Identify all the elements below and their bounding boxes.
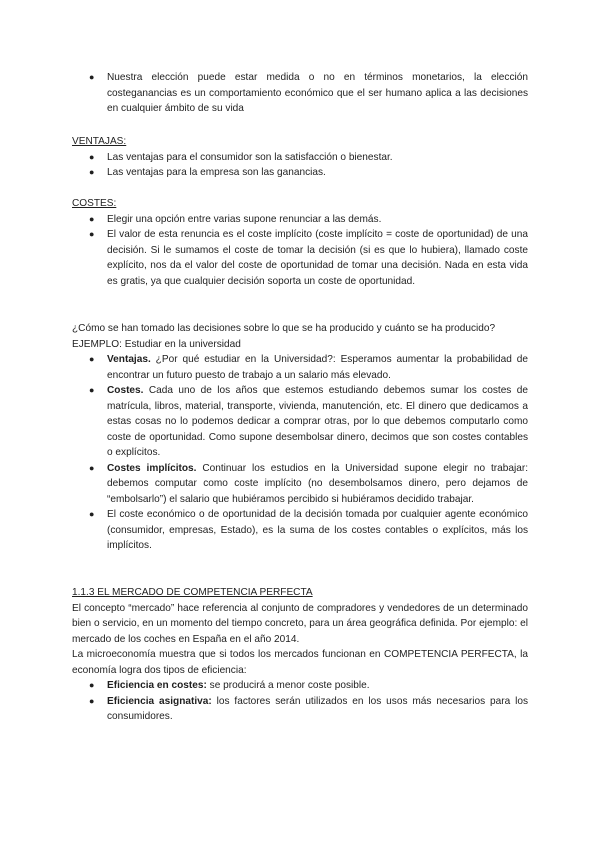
costes-section bbox=[72, 196, 528, 289]
mercado-item-text: se producirá a menor coste posible. bbox=[206, 680, 370, 691]
list-item bbox=[72, 212, 528, 228]
list-item bbox=[72, 165, 528, 181]
bullet-icon: ● bbox=[89, 213, 95, 224]
list-item bbox=[72, 150, 528, 166]
mercado-paragraph: La microeconomía muestra que si todos los mercados funcionan en COMPETENCIA PERFECTA, la economía logra dos tipos de eficiencia: bbox=[72, 649, 528, 676]
bullet-icon: ● bbox=[89, 385, 95, 395]
mercado-item-bold: Eficiencia en costes: bbox=[107, 680, 207, 691]
intro-text: Nuestra elección puede estar medida o no en términos monetarios, la elección costeganancias es un comportamiento económico que el ser humano aplica a las decisiones en cualquier ámbito de su vida bbox=[107, 72, 528, 114]
bullet-icon: ● bbox=[89, 462, 95, 473]
ejemplo-item-bold: Ventajas. bbox=[107, 354, 151, 365]
intro-section bbox=[72, 70, 528, 117]
bullet-icon: ● bbox=[89, 151, 95, 162]
ejemplo-section bbox=[72, 321, 528, 554]
mercado-section bbox=[72, 585, 528, 725]
costes-item-text: Elegir una opción entre varias supone renunciar a las demás. bbox=[107, 213, 382, 225]
ejemplo-item-text: Continuar los estudios en la Universidad supone elegir no trabajar: debemos computar como coste implícito (no desembolsamos dinero, pero dejamos de “embolsarlo”) el salario que hubiéramos percibido si hubiéramos decidido trabajar. bbox=[107, 462, 528, 505]
bullet-icon: ● bbox=[89, 680, 95, 690]
mercado-item-bold: Eficiencia asignativa: bbox=[107, 695, 212, 707]
bullet-icon: ● bbox=[89, 229, 95, 239]
mercado-item-text: los factores serán utilizados en los usos más necesarios para los consumidores. bbox=[107, 695, 528, 722]
ejemplo-item-text: Cada uno de los años que estemos estudiando debemos sumar los costes de matrícula, libros, material, transporte, vivienda, manutención, etc. El dinero que dedicamos a estas cosas no lo podemos dedicar a comprar otras, por lo que debemos computarlo como coste de oportunidad. Como supone desembolsar dinero, decimos que son costes contables o explícitos. bbox=[107, 385, 528, 458]
bullet-icon: ● bbox=[89, 509, 95, 519]
bullet-icon: ● bbox=[89, 354, 95, 364]
costes-heading: COSTES: bbox=[72, 198, 117, 209]
ventajas-section bbox=[72, 134, 528, 181]
ventajas-item-text: Las ventajas para la empresa son las ganancias. bbox=[107, 167, 326, 178]
list-item bbox=[72, 678, 528, 694]
list-item bbox=[72, 227, 528, 289]
bullet-icon: ● bbox=[89, 167, 95, 177]
ejemplo-label: EJEMPLO: Estudiar en la universidad bbox=[72, 338, 241, 350]
bullet-icon: ● bbox=[89, 695, 95, 706]
list-item bbox=[72, 507, 528, 554]
ejemplo-item-bold: Costes implícitos. bbox=[107, 462, 197, 474]
list-item bbox=[72, 383, 528, 461]
mercado-paragraph: El concepto “mercado” hace referencia al conjunto de compradores y vendedores de un determinado bien o servicio, en un momento del tiempo concreto, para un área geográfica definida. Por ejemplo: el mercado de los coches en España en el año 2014. bbox=[72, 602, 528, 645]
ejemplo-item-text: ¿Por qué estudiar en la Universidad?: Esperamos aumentar la probabilidad de encontrar un futuro puesto de trabajo a un salario más elevado. bbox=[107, 354, 528, 381]
ejemplo-item-bold: Costes. bbox=[107, 385, 144, 396]
mercado-heading: 1.1.3 EL MERCADO DE COMPETENCIA PERFECTA bbox=[72, 587, 313, 598]
question-text: ¿Cómo se han tomado las decisiones sobre lo que se ha producido y cuánto se ha producido? bbox=[72, 323, 496, 334]
list-item bbox=[72, 352, 528, 383]
list-item bbox=[72, 70, 528, 117]
costes-item-text: El valor de esta renuncia es el coste implícito (coste implícito = coste de oportunidad) de una decisión. Si le sumamos el coste de tomar la decisión (si es que lo hubiera), llamado coste explícito, nos da el valor del coste de oportunidad de tomar una decisión. Nada en esta vida es gratis, ya que cualquier decisión soporta un coste de oportunidad. bbox=[107, 229, 528, 287]
ejemplo-item-text: El coste económico o de oportunidad de la decisión tomada por cualquier agente económico (consumidor, empresas, Estado), es la suma de los costes contables o explícitos, más los implícitos. bbox=[107, 509, 528, 551]
ventajas-item-text: Las ventajas para el consumidor son la satisfacción o bienestar. bbox=[107, 151, 393, 163]
ventajas-heading: VENTAJAS: bbox=[72, 136, 127, 147]
bullet-icon: ● bbox=[89, 72, 95, 82]
list-item bbox=[72, 694, 528, 725]
list-item bbox=[72, 461, 528, 508]
